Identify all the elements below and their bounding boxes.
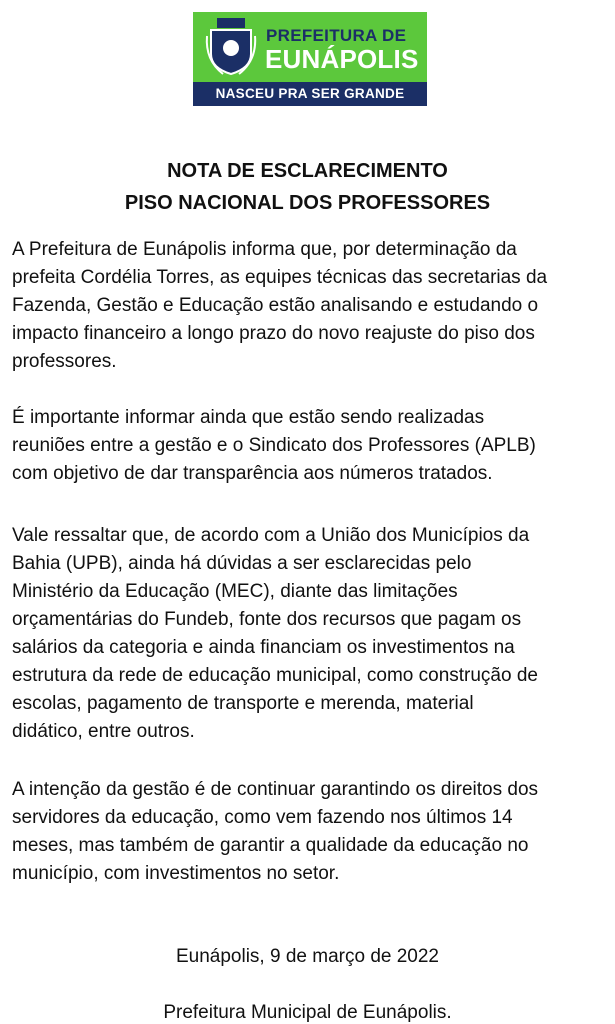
title-line2: PISO NACIONAL DOS PROFESSORES xyxy=(124,192,491,214)
text-line: Fazenda, Gestão e Educação estão analisando e estudando o xyxy=(12,295,539,316)
logo-line2: EUNÁPOLIS xyxy=(265,44,419,74)
text-line: escolas, pagamento de transporte e merenda, material xyxy=(12,693,474,714)
logo-slogan: NASCEU PRA SER GRANDE xyxy=(193,82,427,106)
text-line: impacto financeiro a longo prazo do novo reajuste do piso dos xyxy=(12,323,535,344)
text-line: meses, mas também de garantir a qualidade da educação no xyxy=(12,835,529,856)
prefeitura-logo xyxy=(193,12,427,106)
text-line: município, com investimentos no setor. xyxy=(12,863,340,884)
text-line: salários da categoria e ainda financiam os investimentos na xyxy=(12,637,515,658)
text-line: Bahia (UPB), ainda há dúvidas a ser esclarecidas pelo xyxy=(12,553,472,574)
text-line: prefeita Cordélia Torres, as equipes técnicas das secretarias da xyxy=(12,267,548,288)
text-line: orçamentárias do Fundeb, fonte dos recursos que pagam os xyxy=(12,609,522,630)
text-line: A intenção da gestão é de continuar garantindo os direitos dos xyxy=(12,779,539,800)
paragraph-2 xyxy=(12,404,612,488)
signature: Prefeitura Municipal de Eunápolis. xyxy=(163,1002,452,1023)
paragraph-3 xyxy=(12,522,612,746)
text-line: É importante informar ainda que estão sendo realizadas xyxy=(12,407,485,428)
logo-line1: PREFEITURA DE xyxy=(266,26,407,45)
text-line: A Prefeitura de Eunápolis informa que, por determinação da xyxy=(12,239,517,260)
text-line: reuniões entre a gestão e o Sindicato dos Professores (APLB) xyxy=(12,435,536,456)
paragraph-4 xyxy=(12,776,612,888)
text-line: professores. xyxy=(12,351,117,372)
page-title xyxy=(0,155,615,219)
text-line: com objetivo de dar transparência aos números tratados. xyxy=(12,463,493,484)
text-line: servidores da educação, como vem fazendo nos últimos 14 xyxy=(12,807,513,828)
text-line: estrutura da rede de educação municipal, como construção de xyxy=(12,665,538,686)
text-line: Vale ressaltar que, de acordo com a União dos Municípios da xyxy=(12,525,530,546)
text-line: Ministério da Educação (MEC), diante das limitações xyxy=(12,581,458,602)
coat-of-arms-icon xyxy=(203,16,259,78)
date-line: Eunápolis, 9 de março de 2022 xyxy=(175,946,439,967)
title-line1: NOTA DE ESCLARECIMENTO xyxy=(167,160,448,182)
text-line: didático, entre outros. xyxy=(12,721,195,742)
paragraph-1 xyxy=(12,236,612,376)
